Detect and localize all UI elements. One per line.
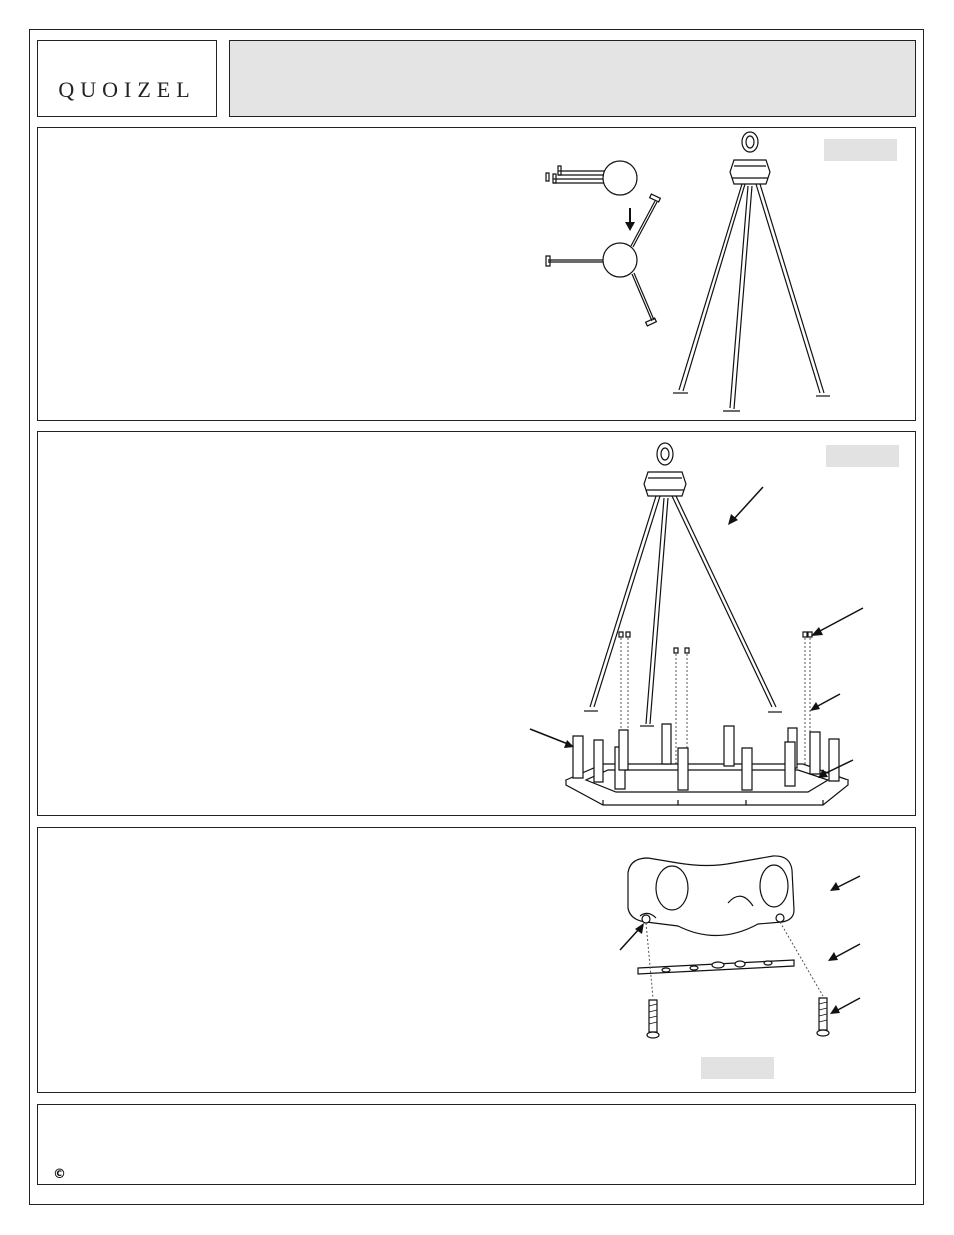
- chandelier-frame-diagram: [488, 432, 878, 812]
- copyright-symbol: ©: [53, 1167, 66, 1182]
- step-2-panel: [37, 431, 916, 816]
- figure-tag-3: [701, 1057, 774, 1079]
- step-1-panel: [37, 127, 916, 421]
- quoizel-logo: QUOIZEL: [58, 77, 196, 102]
- tripod-arm-assembly: [658, 128, 898, 418]
- canopy-bracket-diagram: [608, 828, 868, 1048]
- footer-panel: [37, 1104, 916, 1185]
- step-3-panel: [37, 827, 916, 1093]
- logo-box: [37, 40, 217, 117]
- title-banner: [229, 40, 916, 117]
